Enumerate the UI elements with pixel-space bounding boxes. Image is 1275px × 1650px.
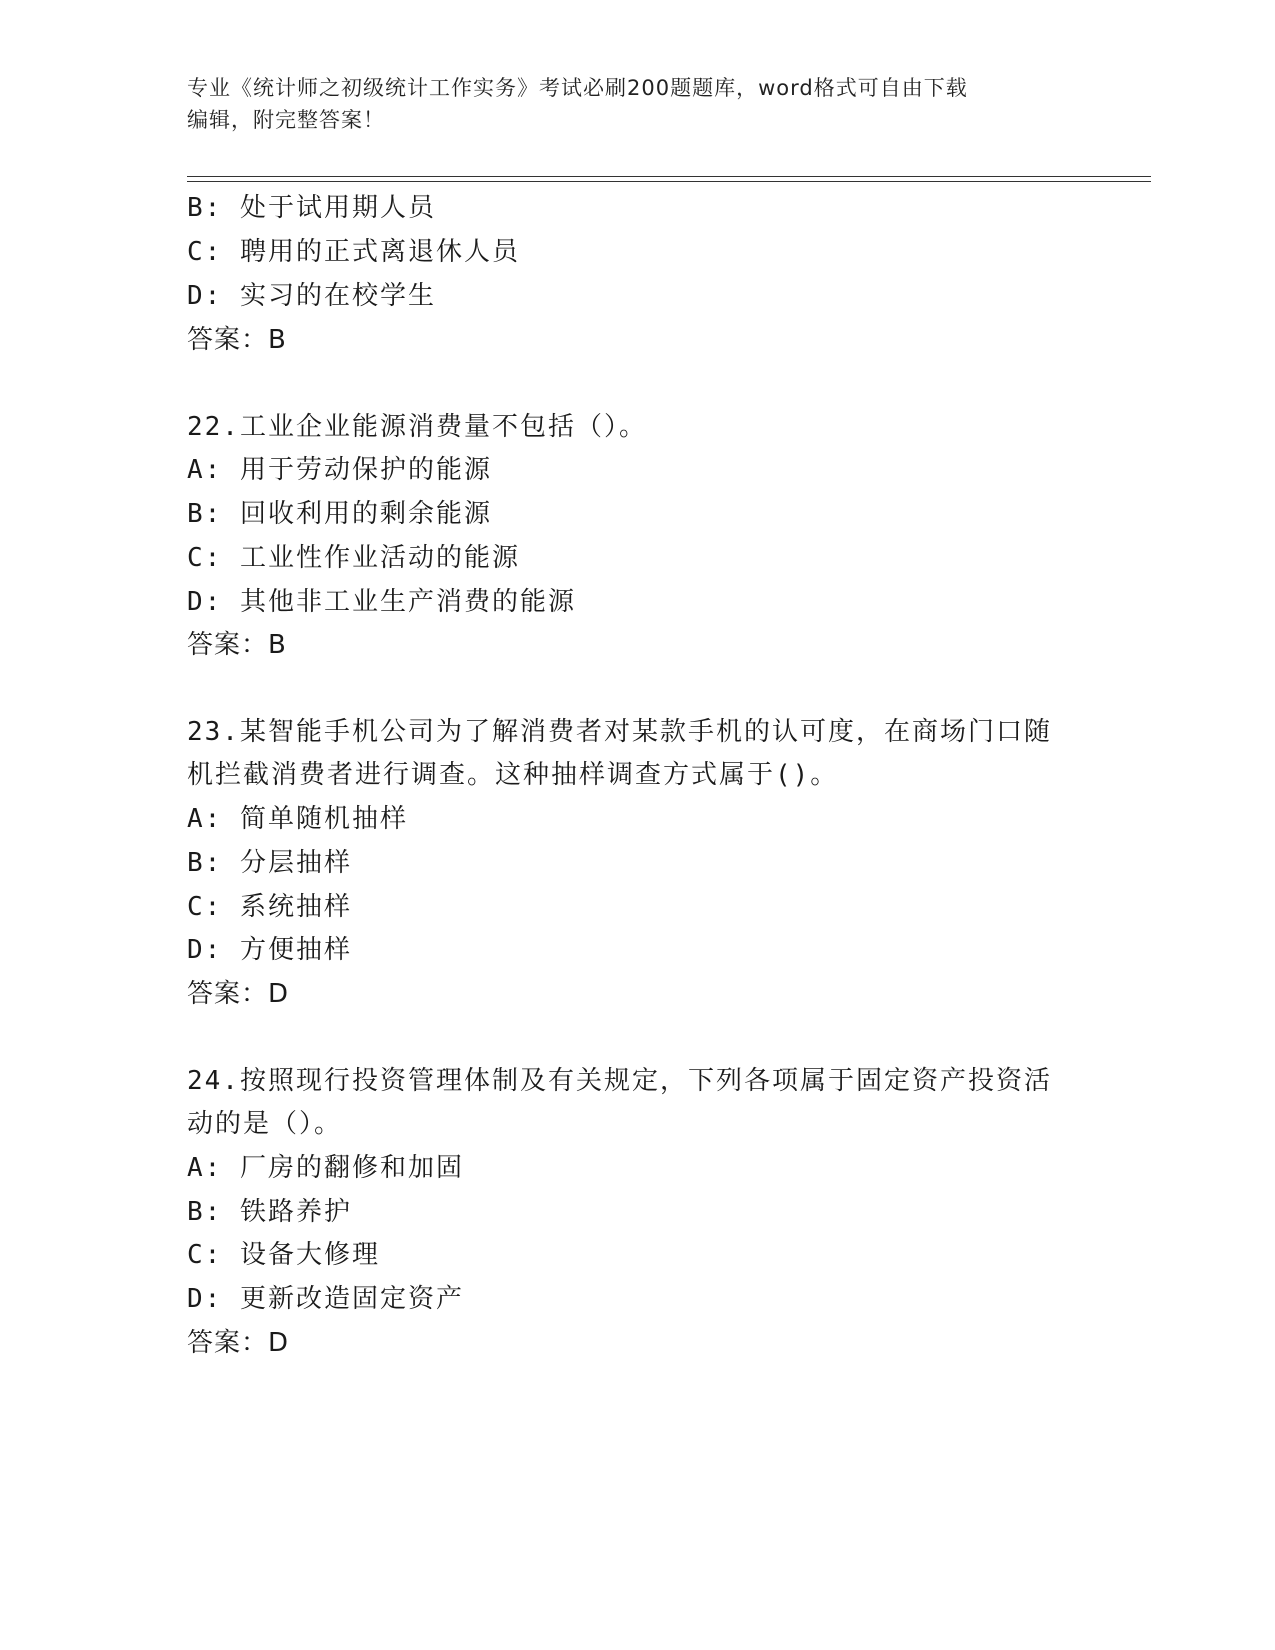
option-a-q24: A: 厂房的翻修和加固 — [187, 1153, 464, 1183]
option-c-q21: C: 聘用的正式离退休人员 — [187, 237, 520, 267]
answer-q23: 答案：D — [187, 979, 290, 1009]
question-stem-q23-line2: 机拦截消费者进行调查。这种抽样调查方式属于()。 — [187, 760, 839, 790]
option-a-q23: A: 简单随机抽样 — [187, 804, 408, 834]
option-d-q23: D: 方便抽样 — [187, 935, 352, 965]
answer-q24: 答案：D — [187, 1328, 290, 1358]
option-b-q24: B: 铁路养护 — [187, 1197, 352, 1227]
question-stem-q24-line1: 24.按照现行投资管理体制及有关规定，下列各项属于固定资产投资活 — [187, 1066, 1052, 1096]
question-stem-q24-line2: 动的是（）。 — [187, 1109, 343, 1139]
header-divider-top — [187, 176, 1151, 177]
header-line-2: 编辑，附完整答案！ — [187, 108, 385, 132]
question-stem-q22: 22.工业企业能源消费量不包括（）。 — [187, 412, 647, 442]
option-b-q23: B: 分层抽样 — [187, 848, 352, 878]
option-d-q22: D: 其他非工业生产消费的能源 — [187, 587, 576, 617]
option-b-q22: B: 回收利用的剩余能源 — [187, 499, 492, 529]
document-header — [187, 72, 1087, 136]
question-stem-q23-line1: 23.某智能手机公司为了解消费者对某款手机的认可度，在商场门口随 — [187, 717, 1052, 747]
header-line-1: 专业《统计师之初级统计工作实务》考试必刷200题题库，word格式可自由下载 — [187, 76, 968, 100]
option-b-q21: B: 处于试用期人员 — [187, 193, 436, 223]
option-d-q21: D: 实习的在校学生 — [187, 281, 436, 311]
option-d-q24: D: 更新改造固定资产 — [187, 1284, 464, 1314]
header-divider-bottom — [187, 181, 1151, 182]
option-c-q23: C: 系统抽样 — [187, 892, 352, 922]
option-c-q22: C: 工业性作业活动的能源 — [187, 543, 520, 573]
option-c-q24: C: 设备大修理 — [187, 1240, 380, 1270]
answer-q21: 答案：B — [187, 325, 287, 355]
answer-q22: 答案：B — [187, 630, 287, 660]
option-a-q22: A: 用于劳动保护的能源 — [187, 455, 492, 485]
